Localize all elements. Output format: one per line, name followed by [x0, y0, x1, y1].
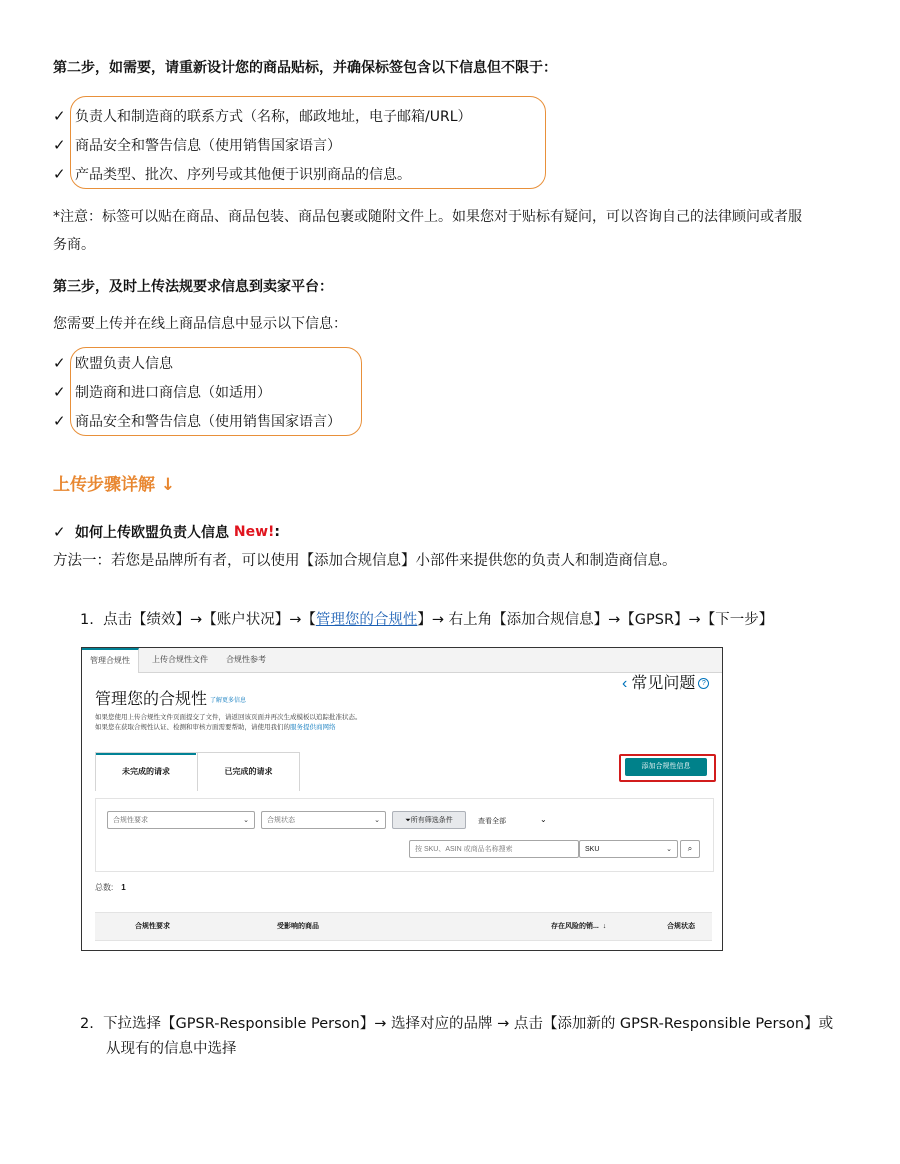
chevron-down-icon: ⌄	[666, 846, 672, 853]
search-input[interactable]: 按 SKU、ASIN 或商品名称搜索	[409, 840, 579, 858]
checkmark-icon: ✓	[53, 136, 66, 154]
chevron-down-icon: ⌄	[243, 817, 249, 824]
chevron-down-icon: ⌄	[540, 815, 547, 824]
step2-note-line1: *注意：标签可以贴在商品、商品包装、商品包裹或随附文件上。如果您对于贴标有疑问，可以咨询自己的法律顾问或者服	[53, 209, 802, 225]
step3-item: ✓ 制造商和进口商信息（如适用）	[53, 383, 271, 401]
compliance-requirement-select[interactable]: 合规性要求 ⌄	[107, 811, 255, 829]
tab-open-requests[interactable]: 未完成的请求	[96, 753, 196, 793]
column-compliance-status: 合规状态	[667, 923, 695, 930]
step3-item: ✓ 欧盟负责人信息	[53, 354, 173, 372]
service-provider-link[interactable]: 服务提供商网络	[290, 724, 336, 731]
step3-intro: 您需要上传并在线上商品信息中显示以下信息：	[53, 316, 347, 332]
table-header	[95, 912, 712, 941]
method1-text: 方法一：若您是品牌所有者，可以使用【添加合规信息】小部件来提供您的负责人和制造商信息。	[53, 553, 677, 569]
manage-compliance-link[interactable]: 管理您的合规性	[315, 612, 418, 628]
checkmark-icon: ✓	[53, 354, 66, 372]
filter-panel	[95, 798, 714, 872]
search-type-select[interactable]: SKU ⌄	[579, 840, 678, 858]
checkmark-icon: ✓	[53, 523, 66, 541]
chevron-left-icon: ‹	[622, 675, 628, 692]
learn-more-link[interactable]: 了解更多信息	[210, 698, 247, 704]
faq-link[interactable]: ‹ 常见问题 ?	[622, 670, 709, 693]
checkmark-icon: ✓	[53, 165, 66, 183]
step2-item: ✓ 负责人和制造商的联系方式（名称，邮政地址，电子邮箱/URL）	[53, 107, 472, 125]
tab-completed-requests[interactable]: 已完成的请求	[197, 753, 299, 791]
page-title: 管理您的合规性	[95, 691, 208, 708]
step2-item: ✓ 商品安全和警告信息（使用销售国家语言）	[53, 136, 341, 154]
help-icon: ?	[698, 678, 709, 689]
tab-manage-compliance[interactable]: 管理合规性	[82, 648, 139, 673]
compliance-screenshot	[81, 647, 723, 951]
checkmark-icon: ✓	[53, 412, 66, 430]
checkmark-icon: ✓	[53, 107, 66, 125]
sort-arrow-icon: ↓	[602, 923, 607, 930]
step1-instruction: 1. 点击【绩效】→【账户状况】→【管理您的合规性】→ 右上角【添加合规信息】→【GPSR】→【下一步】	[80, 612, 774, 628]
step2-instruction-line2: 从现有的信息中选择	[106, 1041, 237, 1057]
chevron-down-icon: ⌄	[374, 817, 380, 824]
compliance-status-select[interactable]: 合规状态 ⌄	[261, 811, 386, 829]
upload-heading: 上传步骤详解 ↓	[53, 475, 176, 495]
column-requirement: 合规性要求	[135, 923, 170, 930]
step2-heading: 第二步，如需要，请重新设计您的商品贴标，并确保标签包含以下信息但不限于：	[53, 60, 557, 76]
column-at-risk-sales[interactable]: 存在风险的销... ↓	[551, 923, 607, 930]
search-icon: ⌕	[687, 844, 693, 853]
filter-icon: ⏷	[405, 817, 411, 824]
tab-compliance-reference[interactable]: 合规性参考	[226, 655, 266, 664]
column-affected-products: 受影响的商品	[277, 923, 319, 930]
step2-item: ✓ 产品类型、批次、序列号或其他便于识别商品的信息。	[53, 165, 411, 183]
add-compliance-button[interactable]: 添加合规性信息	[625, 758, 707, 776]
tab-upload-documents[interactable]: 上传合规性文件	[152, 655, 208, 664]
view-all-select[interactable]: 查看全部	[478, 818, 506, 825]
search-button[interactable]	[680, 840, 700, 858]
checkmark-icon: ✓	[53, 383, 66, 401]
step3-heading: 第三步，及时上传法规要求信息到卖家平台：	[53, 279, 333, 295]
all-filters-button[interactable]: ⏷所有筛选条件	[392, 811, 466, 829]
description-line1: 如果您使用上传合规性文件页面提交了文件，请返回该页面并再次生成模板以追踪批准状态。	[95, 714, 362, 721]
step3-item: ✓ 商品安全和警告信息（使用销售国家语言）	[53, 412, 341, 430]
step2-instruction-line1: 2. 下拉选择【GPSR-Responsible Person】→ 选择对应的品牌 → 点击【添加新的 GPSR-Responsible Person】或	[80, 1016, 834, 1032]
upload-sub-heading: ✓ 如何上传欧盟负责人信息 New! :	[53, 523, 281, 541]
description-line2: 如果您在获取合规性认证、检测和审核方面需要帮助，请使用我们的服务提供商网络	[95, 724, 336, 731]
request-tabs	[95, 752, 300, 791]
table-row	[95, 940, 712, 951]
total-count: 总数: 1	[95, 883, 126, 892]
new-tag: New!	[233, 524, 275, 540]
step2-note-line2: 务商。	[53, 237, 95, 253]
